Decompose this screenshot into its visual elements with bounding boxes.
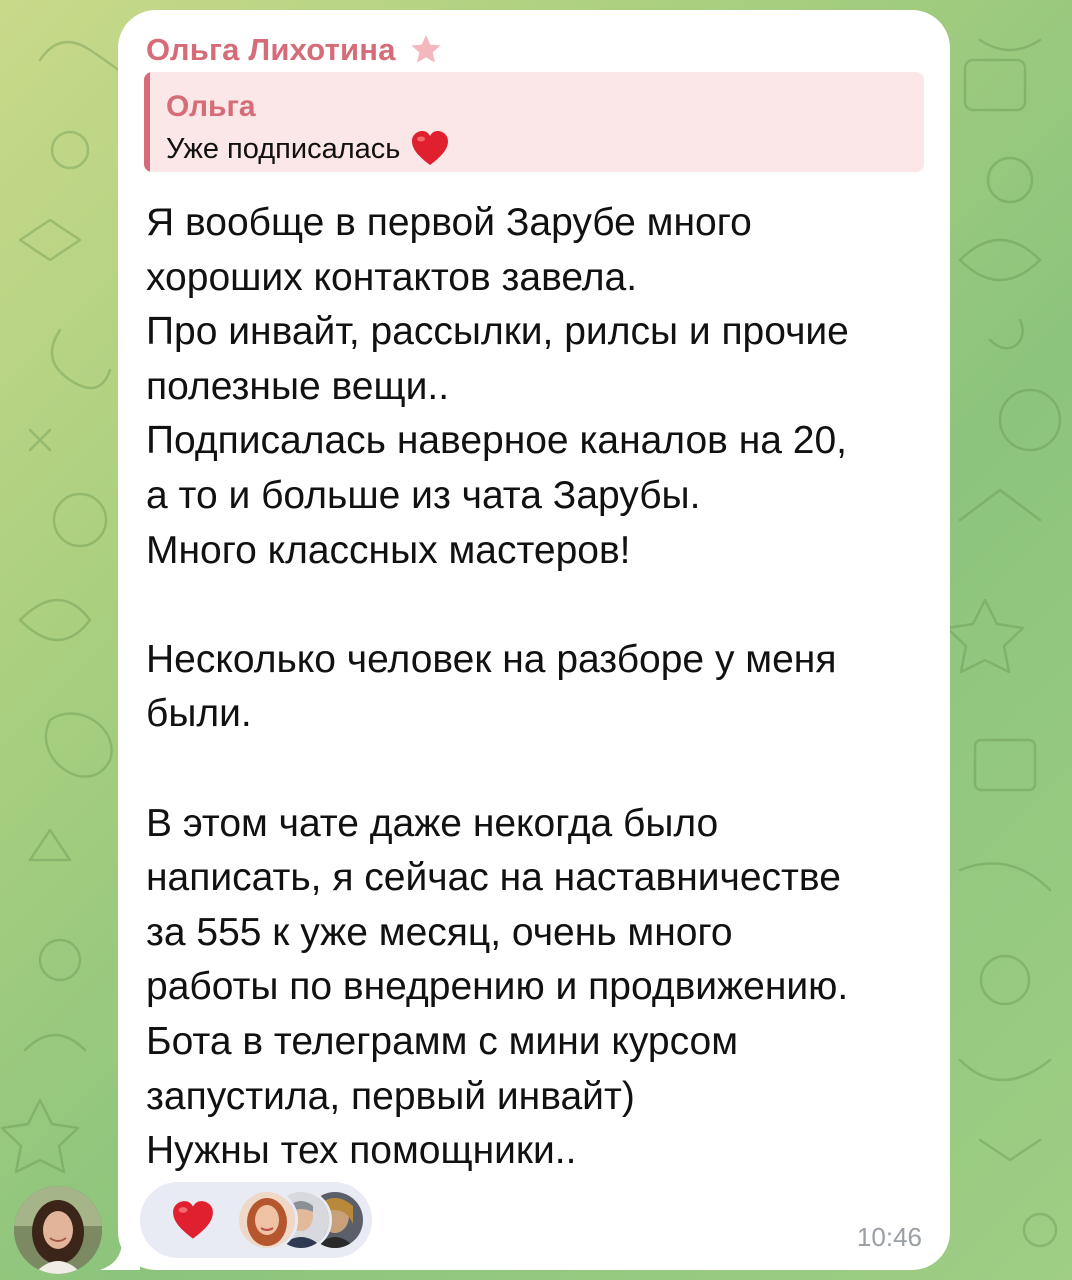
red-heart-icon [410, 130, 450, 168]
reply-author-name: Ольга [166, 90, 256, 123]
reply-text: Уже подписалась [166, 132, 401, 165]
sender-name[interactable]: Ольга Лихотина [146, 32, 396, 67]
message-line: а то и больше из чата Зарубы. [146, 473, 701, 517]
message-line: написать, я сейчас на наставничестве [146, 856, 841, 900]
message-line: В этом чате даже некогда было [146, 801, 719, 845]
reply-text-row [166, 130, 450, 168]
message-bubble[interactable] [118, 10, 950, 1270]
sender-avatar-image [14, 1186, 102, 1274]
message-timestamp: 10:46 [856, 1222, 922, 1252]
message-line: работы по внедрению и продвижению. [146, 965, 849, 1009]
message-line: Много классных мастеров! [146, 528, 631, 572]
message-line: за 555 к уже месяц, очень много [146, 910, 733, 954]
sender-header [146, 30, 444, 70]
message-line [146, 578, 936, 633]
message-line: Про инвайт, рассылки, рилсы и прочие [146, 310, 849, 354]
message-line: были. [146, 692, 252, 736]
sender-avatar[interactable] [14, 1186, 102, 1274]
reactor-avatar-1 [236, 1189, 298, 1251]
red-heart-icon [170, 1200, 216, 1242]
reply-quote[interactable] [144, 72, 924, 172]
reaction-pill[interactable] [140, 1182, 372, 1258]
message-line [146, 742, 936, 797]
message-line: запустила, первый инвайт) [146, 1074, 635, 1118]
message-text [146, 196, 936, 1179]
message-line: полезные вещи.. [146, 364, 450, 408]
reply-accent-bar [144, 72, 150, 172]
message-line: хороших контактов завела. [146, 255, 638, 299]
message-line: Нужны тех помощники.. [146, 1129, 577, 1173]
message-line: Несколько человек на разборе у меня [146, 637, 837, 681]
message-line: Подписалась наверное каналов на 20, [146, 419, 848, 463]
message-line: Бота в телеграмм с мини курсом [146, 1019, 739, 1063]
star-icon [408, 32, 444, 68]
message-line: Я вообще в первой Зарубе много [146, 201, 752, 244]
